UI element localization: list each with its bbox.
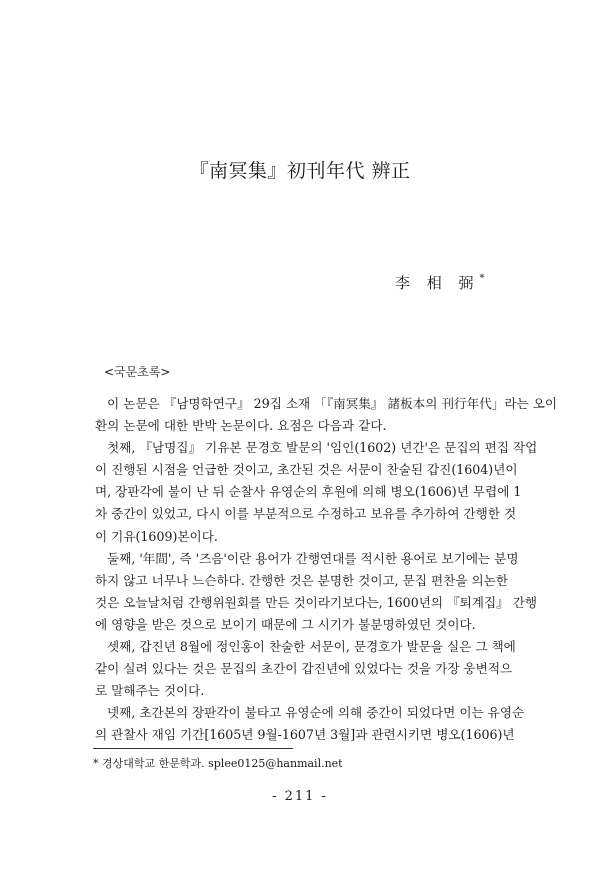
abstract-line: 이 기유(1609)본이다. [95,528,218,544]
abstract-line: 둘째, '年間', 즉 '즈음'이란 용어가 간행연대를 적시한 용어로 보기에는 분명 [107,550,519,566]
abstract-line: 환의 논문에 대한 반박 논문이다. 요점은 다음과 같다. [95,418,387,434]
abstract-line: 것은 오늘날처럼 간행위원회를 만든 것이라기보다는, 1600년의 『퇴계집』 간행 [95,594,538,610]
abstract-line: 이 진행된 시점을 언급한 것이고, 초간된 것은 서문이 찬술된 갑진(1604)년이 [95,462,518,478]
abstract-line: 에 영향을 받은 것으로 보이기 때문에 그 시기가 불분명하였던 것이다. [95,616,476,632]
abstract-line: 이 논문은 『남명학연구』 29집 소재 「『南冥集』 諸板本의 刊行年代」라는 오이 [107,396,558,411]
author-footnote-mark: * [479,273,485,284]
author-name-text: 李 相 弼 [395,274,480,292]
abstract-line: 차 중간이 있었고, 다시 이를 부분적으로 수정하고 보유를 추가하여 간행한 것 [95,506,517,522]
paper-title: 『南冥集』初刊年代 辨正 [189,160,411,182]
abstract-body [95,393,558,747]
abstract-line: 같이 실려 있다는 것은 문집의 초간이 갑진년에 있었다는 것을 가장 웅변적으 [95,661,513,677]
abstract-heading: <국문초록> [104,365,171,379]
page-number: - 211 - [272,789,328,804]
abstract-line: 하지 않고 너무나 느슨하다. 간행한 것은 분명한 것이고, 문집 편찬을 의논한 [95,572,509,588]
abstract-line: 며, 장판각에 불이 난 뒤 순찰사 유영순의 후원에 의해 병오(1606)년 무렵에 1 [95,484,522,500]
author-name [395,272,485,293]
abstract-line: 셋째, 갑진년 8월에 정인홍이 찬술한 서문이, 문경호가 발문을 실은 그 책에 [107,639,516,655]
abstract-line: 첫째, 『남명집』 기유본 문경호 발문의 '임인(1602) 년간'은 문집의 편집 작업 [107,440,538,456]
abstract-line: 넷째, 초간본의 장판각이 불타고 유영순에 의해 중간이 되었다면 이는 유영순 [107,705,525,721]
author-footnote: * 경상대학교 한문학과. splee0125@hanmail.net [93,757,343,770]
abstract-line: 로 말해주는 것이다. [95,683,205,699]
abstract-line: 의 관찰사 재임 기간[1605년 9월-1607년 3월]과 관련시키면 병오(1606)년 [95,727,515,743]
footnote-divider [93,748,293,749]
